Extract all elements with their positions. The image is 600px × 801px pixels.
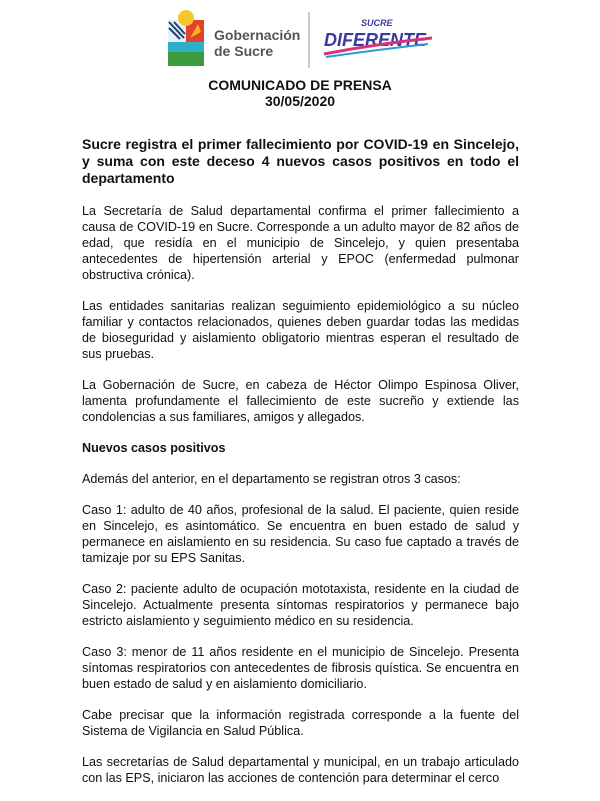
case-paragraph: Caso 2: paciente adulto de ocupación mototaxista, residente en la ciudad de Sincelejo. Actualmente presenta síntomas respiratorios y permanece bajo estricto aislamiento y seguimiento médico en su residencia.	[82, 582, 519, 628]
paragraph: La Gobernación de Sucre, en cabeza de Héctor Olimpo Espinosa Oliver, lamenta profundamente el fallecimiento de este sucreño y extiende las condolencias a sus familiares, amigos y allegados.	[82, 378, 519, 424]
section-subheading: Nuevos casos positivos	[82, 441, 226, 455]
case-paragraph: Caso 1: adulto de 40 años, profesional de la salud. El paciente, quien reside en Sincelejo, es asintomático. Se encuentra en buen estado de salud y permanece en aislamiento en su residencia. Su caso fue captado a través de tamizaje por su EPS Sanitas.	[82, 503, 519, 565]
gobernacion-crest-icon	[166, 8, 436, 72]
paragraph: Las secretarías de Salud departamental y municipal, en un trabajo articulado con las EPS, iniciaron las acciones de contención para determinar el cerco	[82, 755, 519, 785]
svg-text:DIFERENTE: DIFERENTE	[324, 30, 427, 50]
case-paragraph: Caso 3: menor de 11 años residente en el municipio de Sincelejo. Presenta síntomas respiratorios con antecedentes de fibrosis quística. Se encuentra en buen estado de salud y en aislamiento domiciliario.	[82, 645, 519, 691]
svg-text:de Sucre: de Sucre	[214, 43, 274, 59]
svg-text:Gobernación: Gobernación	[214, 27, 301, 43]
paragraph: La Secretaría de Salud departamental confirma el primer fallecimiento a causa de COVID-19 en Sucre. Corresponde a un adulto mayor de 82 años de edad, que residía en el municipio de Sincelejo, y quien presentaba antecedentes de hipertensión arterial y EPOC (enfermedad pulmonar obstructiva crónica).	[82, 204, 519, 282]
paragraph: Las entidades sanitarias realizan seguimiento epidemiológico a su núcleo familiar y contactos relacionados, quienes deben guardar todas las medidas de bioseguridad y aislamiento obligatorio mientras esperan el resultado de sus pruebas.	[82, 299, 519, 361]
document-date: 30/05/2020	[264, 93, 336, 109]
header-logo	[166, 8, 436, 72]
press-release-header	[0, 77, 600, 109]
article-body	[82, 136, 519, 801]
svg-text:SUCRE: SUCRE	[361, 18, 393, 28]
paragraph: Cabe precisar que la información registrada corresponde a la fuente del Sistema de Vigilancia en Salud Pública.	[82, 708, 519, 738]
document-title: COMUNICADO DE PRENSA	[208, 77, 392, 93]
paragraph: Además del anterior, en el departamento se registran otros 3 casos:	[82, 472, 461, 486]
article-headline: Sucre registra el primer fallecimiento por COVID-19 en Sincelejo, y suma con este deceso 4 nuevos casos positivos en todo el departamento	[82, 136, 519, 186]
